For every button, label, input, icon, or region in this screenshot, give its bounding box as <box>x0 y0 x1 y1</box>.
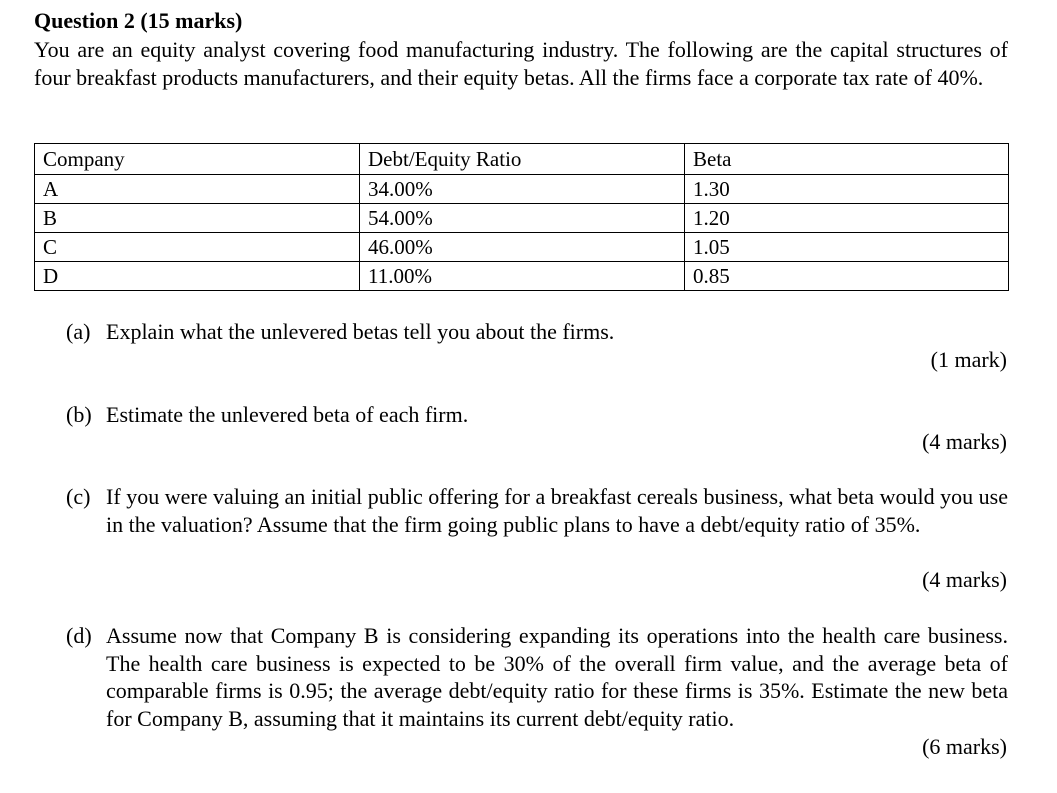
debt-equity-cell: 54.00% <box>360 204 685 233</box>
capital-structure-table <box>34 143 1009 291</box>
table-row <box>35 233 1009 262</box>
company-cell: B <box>35 204 360 233</box>
part-b-text: Estimate the unlevered beta of each firm. <box>106 402 469 427</box>
company-cell: A <box>35 175 360 204</box>
part-b-label: (b) <box>66 402 92 427</box>
part-a-text: Explain what the unlevered betas tell you about the firms. <box>106 319 615 344</box>
part-a-marks: (1 mark) <box>930 347 1007 372</box>
part-d-label: (d) <box>66 623 92 648</box>
part-d <box>66 622 1008 732</box>
part-b-marks: (4 marks) <box>922 429 1007 454</box>
table-row <box>35 175 1009 204</box>
header-debt-equity-ratio: Debt/Equity Ratio <box>360 144 685 175</box>
debt-equity-cell: 34.00% <box>360 175 685 204</box>
part-c-text: If you were valuing an initial public offering for a breakfast cereals business, what beta would you use in the valuation? Assume that the firm going public plans to have a debt/equity ratio of 35%. <box>106 484 1008 537</box>
part-d-text: Assume now that Company B is considering expanding its operations into the health care business. The health care business is expected to be 30% of the overall firm value, and the average beta of comparable firms is 0.95; the average debt/equity ratio for these firms is 35%. Estimate the new beta for Company B, assuming that it maintains its current debt/equity ratio. <box>106 623 1008 731</box>
beta-cell: 0.85 <box>685 262 1009 291</box>
header-beta: Beta <box>685 144 1009 175</box>
table-row <box>35 204 1009 233</box>
company-cell: D <box>35 262 360 291</box>
part-d-marks: (6 marks) <box>922 734 1007 759</box>
part-a <box>66 318 1008 346</box>
part-c-marks: (4 marks) <box>922 567 1007 592</box>
company-cell: C <box>35 233 360 262</box>
header-company: Company <box>35 144 360 175</box>
question-title: Question 2 (15 marks) <box>34 8 243 33</box>
question-intro: You are an equity analyst covering food manufacturing industry. The following are the capital structures of four breakfast products manufacturers, and their equity betas. All the firms face a corporate tax rate of 40%. <box>34 37 1008 90</box>
table-header-row <box>35 144 1009 175</box>
debt-equity-cell: 46.00% <box>360 233 685 262</box>
part-b <box>66 401 1008 429</box>
beta-cell: 1.20 <box>685 204 1009 233</box>
part-a-label: (a) <box>66 319 91 344</box>
beta-cell: 1.30 <box>685 175 1009 204</box>
part-c-label: (c) <box>66 484 91 509</box>
table-row <box>35 262 1009 291</box>
debt-equity-cell: 11.00% <box>360 262 685 291</box>
part-c <box>66 483 1008 538</box>
beta-cell: 1.05 <box>685 233 1009 262</box>
